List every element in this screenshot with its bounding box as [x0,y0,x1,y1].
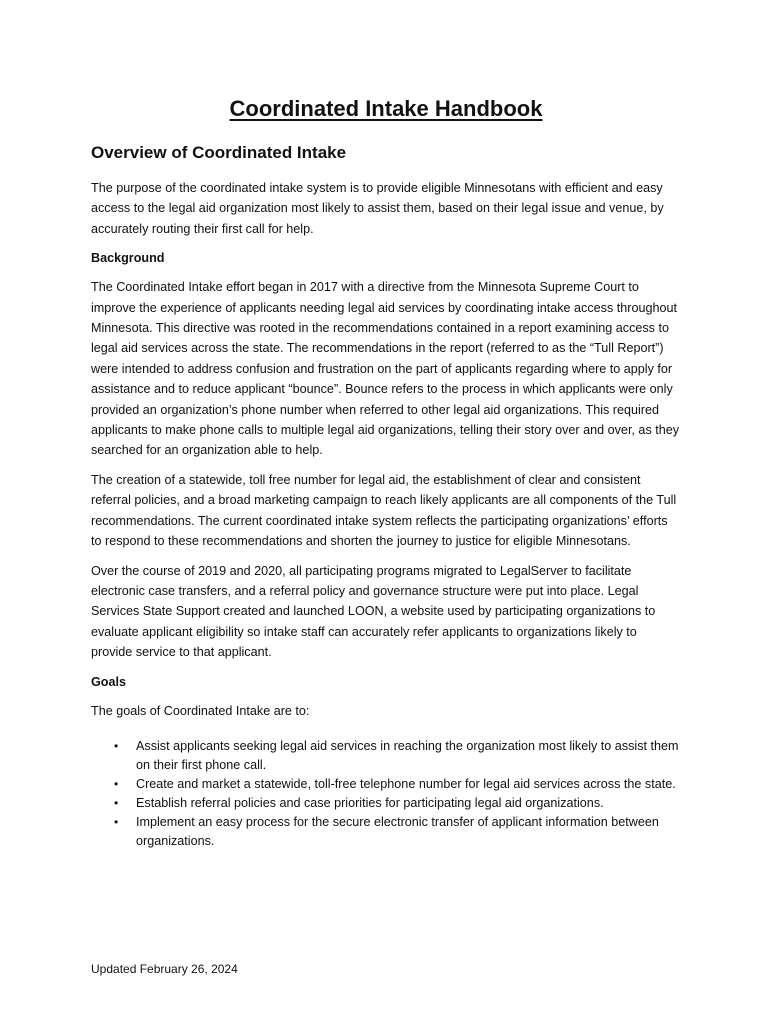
document-body [91,94,681,851]
bullet-icon: • [114,738,119,753]
background-heading: Background [91,251,165,266]
bullet-icon: • [114,795,119,810]
bullet-icon: • [114,776,119,791]
footer-updated-date: Updated February 26, 2024 [91,962,238,976]
background-paragraph-3: Over the course of 2019 and 2020, all participating programs migrated to LegalServer to facilitate electronic case transfers, and a referral policy and governance structure were put into place. Legal Services State Support created and launched LOON, a website used by participating organizations to evaluate applicant eligibility so intake staff can accurately refer applicants to organizations likely to provide service to that applicant. [91,563,656,660]
goal-text-2: Create and market a statewide, toll-free telephone number for legal aid services across the state. [136,776,676,791]
goal-text-4: Implement an easy process for the secure electronic transfer of applicant information between organizations. [136,814,659,848]
goal-item-2 [91,775,681,794]
goal-item-1 [91,737,681,775]
overview-heading: Overview of Coordinated Intake [91,143,347,162]
overview-paragraph: The purpose of the coordinated intake system is to provide eligible Minnesotans with efficient and easy access to the legal aid organization most likely to assist them, based on their legal issue and venue, by accurately routing their first call for help. [91,181,664,236]
goal-item-4 [91,813,681,851]
goal-text-1: Assist applicants seeking legal aid services in reaching the organization most likely to assist them on their first phone call. [136,738,679,772]
goals-list [91,737,681,851]
background-paragraph-2: The creation of a statewide, toll free number for legal aid, the establishment of clear and consistent referral policies, and a broad marketing campaign to reach likely applicants are all components of the Tull recommendations. The current coordinated intake system reflects the participating organizations’ efforts to respond to these recommendations and shorten the journey to justice for eligible Minnesotans. [91,472,677,549]
goal-text-3: Establish referral policies and case priorities for participating legal aid organizations. [136,795,604,810]
bullet-icon: • [114,814,119,829]
goals-heading: Goals [91,674,126,689]
background-paragraph-1: The Coordinated Intake effort began in 2017 with a directive from the Minnesota Supreme Court to improve the experience of applicants needing legal aid services by coordinating intake access throughout Minnesota. This directive was rooted in the recommendations contained in a report examining access to legal aid services across the state. The recommendations in the report (referred to as the “Tull Report”) were intended to address confusion and frustration on the part of applicants regarding where to apply for assistance and to reduce applicant “bounce”. Bounce refers to the process in which applicants were only provided an organization’s phone number when referred to other legal aid organizations. This required applicants to make phone calls to multiple legal aid organizations, telling their story over and over, as they searched for an organization able to help. [91,280,680,458]
goal-item-3 [91,794,681,813]
goals-intro: The goals of Coordinated Intake are to: [91,703,310,718]
document-title: Coordinated Intake Handbook [229,96,543,121]
